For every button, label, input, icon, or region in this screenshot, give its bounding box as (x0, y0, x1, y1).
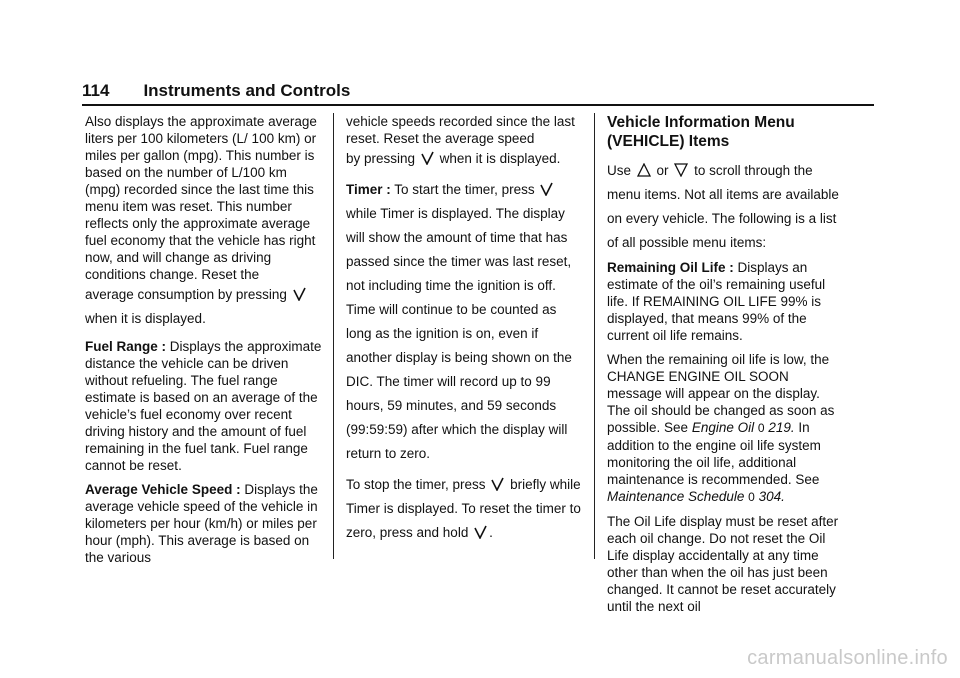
checkmark-icon (474, 525, 487, 539)
avg-speed-term: Average Vehicle Speed : (85, 482, 241, 497)
column-2 (346, 113, 582, 552)
fuel-range-text: Displays the approximate distance the vehicle can be driven without refueling. The fuel range estimate is based on an average of the vehicle’s fuel economy over recent driving history and the amount of fuel remaining in the fuel tank. Fuel range cannot be reset. (85, 339, 322, 473)
remaining-oil-life-term: Remaining Oil Life : (607, 260, 734, 275)
timer-reset-text: briefly while Timer is displayed. To reset the timer to zero, press and hold (346, 477, 581, 540)
page-ref-arrow-icon: 0 (748, 490, 755, 504)
oil-low-text: When the remaining oil life is low, the CHANGE ENGINE OIL SOON message will appear on the display. The oil should be changed as soon as possible. See (607, 352, 835, 435)
page-ref-arrow-icon: 0 (757, 421, 765, 435)
paragraph-avg-consumption-reset (85, 283, 323, 331)
paragraph-remaining-oil-life (607, 259, 845, 344)
paragraph-avg-consumption (85, 113, 323, 283)
header-rule (82, 104, 874, 106)
paragraph-avg-speed-reset (346, 147, 582, 171)
reset-instruction-tail: when it is displayed. (85, 311, 206, 326)
paragraph-oil-life-low (607, 351, 845, 506)
use-text: Use (607, 163, 632, 178)
paragraph-timer-stop (346, 473, 582, 545)
remaining-oil-life-text: Displays an estimate of the oil’s remaining useful life. If REMAINING OIL LIFE 99% is displayed, that means 99% of the current oil life remains. (607, 260, 826, 343)
timer-reset-period: . (489, 525, 493, 540)
paragraph-fuel-range (85, 338, 323, 474)
scroll-instruction-text: to scroll through the menu items. Not all items are available on every vehicle. The following is a list of all possible menu items: (607, 163, 839, 250)
timer-description-text: while Timer is displayed. The display will show the amount of time that has passed since the timer was last reset, not including time the ignition is off. Time will continue to be counted as long as the ignition is on, even if another display is being shown on the DIC. The timer will record up to 99 hours, 59 minutes, and 59 seconds (99:59:59) after which the display will return to zero. (346, 206, 572, 461)
paragraph-use-scroll (607, 159, 845, 255)
fuel-range-term: Fuel Range : (85, 339, 167, 354)
page-header (82, 81, 350, 105)
checkmark-icon (293, 287, 306, 301)
down-triangle-icon (674, 163, 688, 177)
page-number: 114 (82, 81, 110, 100)
timer-start-text: To start the timer, press (394, 182, 535, 197)
column-divider-1 (333, 113, 334, 559)
up-triangle-icon (637, 163, 651, 177)
watermark: carmanualsonline.info (747, 647, 948, 669)
checkmark-icon (540, 182, 553, 196)
checkmark-icon (421, 151, 434, 165)
avg-speed-text: Displays the average vehicle speed of the vehicle in kilometers per hour (km/h) or miles per hour (mph). This average is based on the various (85, 482, 318, 565)
maintenance-schedule-link[interactable]: Maintenance Schedule 0 304. (607, 489, 785, 504)
column-3 (607, 113, 845, 622)
checkmark-icon (491, 477, 504, 491)
avg-speed-cont-text: vehicle speeds recorded since the last reset. Reset the average speed (346, 114, 575, 146)
oil-life-reset-text: The Oil Life display must be reset after each oil change. Do not reset the Oil Life display accidentally at any time other than when the oil has just been changed. It cannot be reset accurately until the next oil (607, 514, 839, 614)
column-1 (85, 113, 323, 573)
vehicle-menu-heading: Vehicle Information Menu (VEHICLE) Items (607, 114, 795, 150)
avg-speed-reset-text: by pressing (346, 151, 416, 166)
or-text: or (656, 163, 669, 178)
timer-term: Timer : (346, 182, 391, 197)
paragraph-oil-life-reset (607, 513, 845, 615)
paragraph-avg-speed (85, 481, 323, 566)
reset-instruction-text: average consumption by pressing (85, 287, 287, 302)
column-divider-2 (594, 113, 595, 559)
additional-maintenance-text: In addition to the engine oil life system monitoring the oil life, additional maintenance is recommended. See (607, 420, 821, 487)
engine-oil-link[interactable]: Engine Oil 0 219. (691, 420, 795, 435)
timer-stop-text: To stop the timer, press (346, 477, 486, 492)
section-title: Instruments and Controls (143, 81, 351, 100)
avg-consumption-text: Also displays the approximate average liters per 100 kilometers (L/ 100 km) or miles per gallon (mpg). This number is based on the number of L/100 km (mpg) recorded since the last time this menu item was reset. This number reflects only the approximate average fuel economy that the vehicle has right now, and will change as driving conditions change. Reset the (85, 114, 317, 282)
paragraph-timer (346, 178, 582, 466)
paragraph-avg-speed-cont (346, 113, 582, 147)
avg-speed-reset-tail: when it is displayed. (439, 151, 561, 166)
